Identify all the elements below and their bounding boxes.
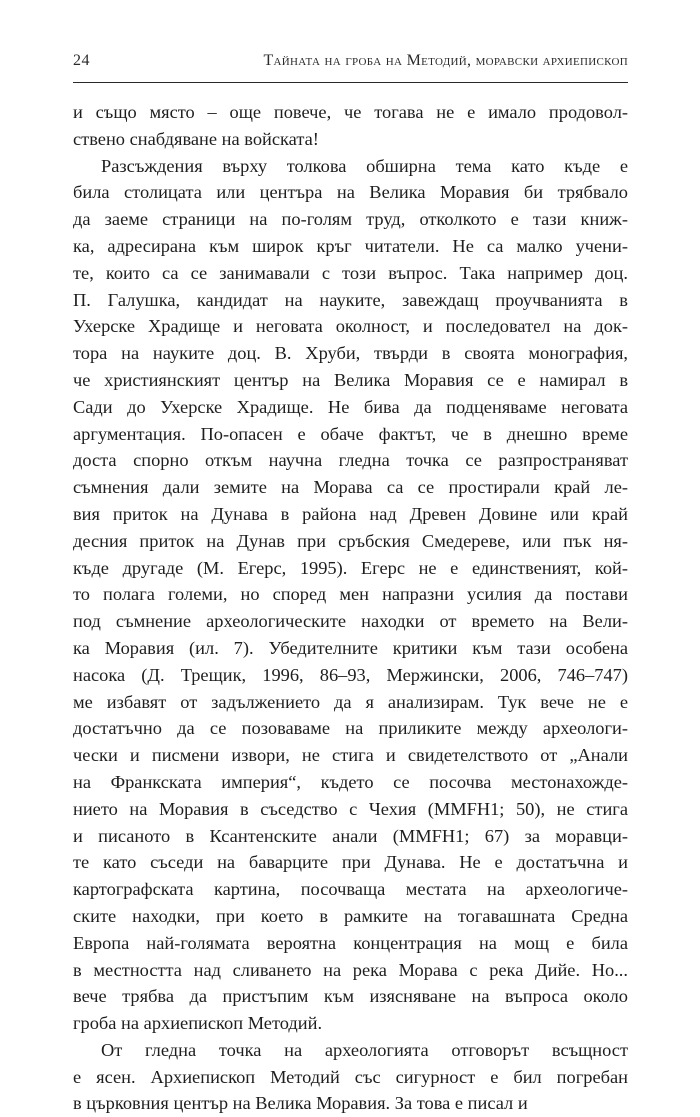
paragraph [73,1037,628,1117]
text-line: е ясен. Архиепископ Методий със сигурност е бил погребан [73,1066,628,1087]
text-line: в местността над сливането на река Морава с река Дийе. Но... [73,959,628,980]
text-line: и също място – още повече, че тогава не е имало продовол- [73,102,628,122]
paragraph [73,153,628,1037]
text-line: тора на науките доц. В. Хруби, твърди в своята монография, [73,343,628,364]
text-line: От гледна точка на археологията отговорът всъщност [101,1039,628,1060]
text-line: била столицата или центъра на Велика Моравия би трябвало [73,182,628,203]
running-title: Тайната на гроба на Методий, моравски архиепископ [263,52,628,69]
text-line: то полага големи, но според мен напразни усилия да постави [73,584,628,605]
text-line: че християнският център на Велика Моравия се е намирал в [73,369,628,390]
text-line: Ухерске Храдище и неговата околност, и последовател на док- [73,316,628,337]
text-line: вия приток на Дунава в района над Древен Довине или край [73,503,628,524]
text-line: в църковния център на Велика Моравия. За това е писал и [73,1093,528,1114]
running-header [73,52,628,83]
text-line: Европа най-голямата вероятна концентрация на мощ е била [73,932,628,953]
text-line: П. Галушка, кандидат на науките, завеждащ проучванията в [73,289,628,310]
body-text [73,99,628,1117]
text-line: аргументация. По-опасен е обаче фактът, че в днешно време [73,423,628,444]
text-line: ка Моравия (ил. 7). Убедителните критики към тази особена [73,637,628,658]
text-line: да заеме страници на по-голям труд, отколкото е тази книж- [73,209,628,230]
text-line: съмнения дали земите на Морава са се простирали край ле- [73,477,628,498]
text-line: ските находки, при което в рамките на тогавашната Средна [73,905,628,926]
text-line: на Франкската империя“, където се посочва местонахожде- [73,771,628,792]
text-line: и писаното в Ксантенските анали (MMFH1; 67) за моравци- [73,825,628,846]
text-line: те като съседи на баварците при Дунава. Не е достатъчна и [73,852,628,873]
text-line: вече трябва да пристъпим към изясняване на въпроса около [73,986,628,1007]
text-line: ствено снабдяване на войската! [73,128,319,149]
text-line: къде другаде (М. Егерс, 1995). Егерс не е единственият, кой- [73,557,628,578]
text-line: Разсъждения върху толкова обширна тема като къде е [101,155,628,176]
text-line: доста спорно откъм научна гледна точка се разпространяват [73,450,628,471]
book-page [73,52,628,1117]
text-line: Сади до Ухерске Храдище. Не бива да подценяваме неговата [73,396,628,417]
page-number: 24 [73,52,90,69]
text-line: те, които са се занимавали с този въпрос. Така например доц. [73,262,628,283]
paragraph [73,99,628,153]
text-line: картографската картина, посочваща местата на археологиче- [73,879,628,900]
text-line: ка, адресирана към широк кръг читатели. Не са малко учени- [73,235,628,256]
text-line: десния приток на Дунав при сръбския Смедереве, или пък ня- [73,530,628,551]
text-line: насока (Д. Трещик, 1996, 86–93, Мержински, 2006, 746–747) [73,664,628,685]
text-line: чески и писмени извори, не стига и свидетелството от „Анали [73,745,628,766]
text-line: достатъчно да се позоваваме на приликите между археологи- [73,718,628,739]
text-line: ме избавят от задължението да я анализирам. Тук вече не е [73,691,628,712]
text-line: под съмнение археологическите находки от времето на Вели- [73,611,628,632]
text-line: гроба на архиепископ Методий. [73,1013,323,1034]
text-line: нието на Моравия в съседство с Чехия (MMFH1; 50), не стига [73,798,628,819]
